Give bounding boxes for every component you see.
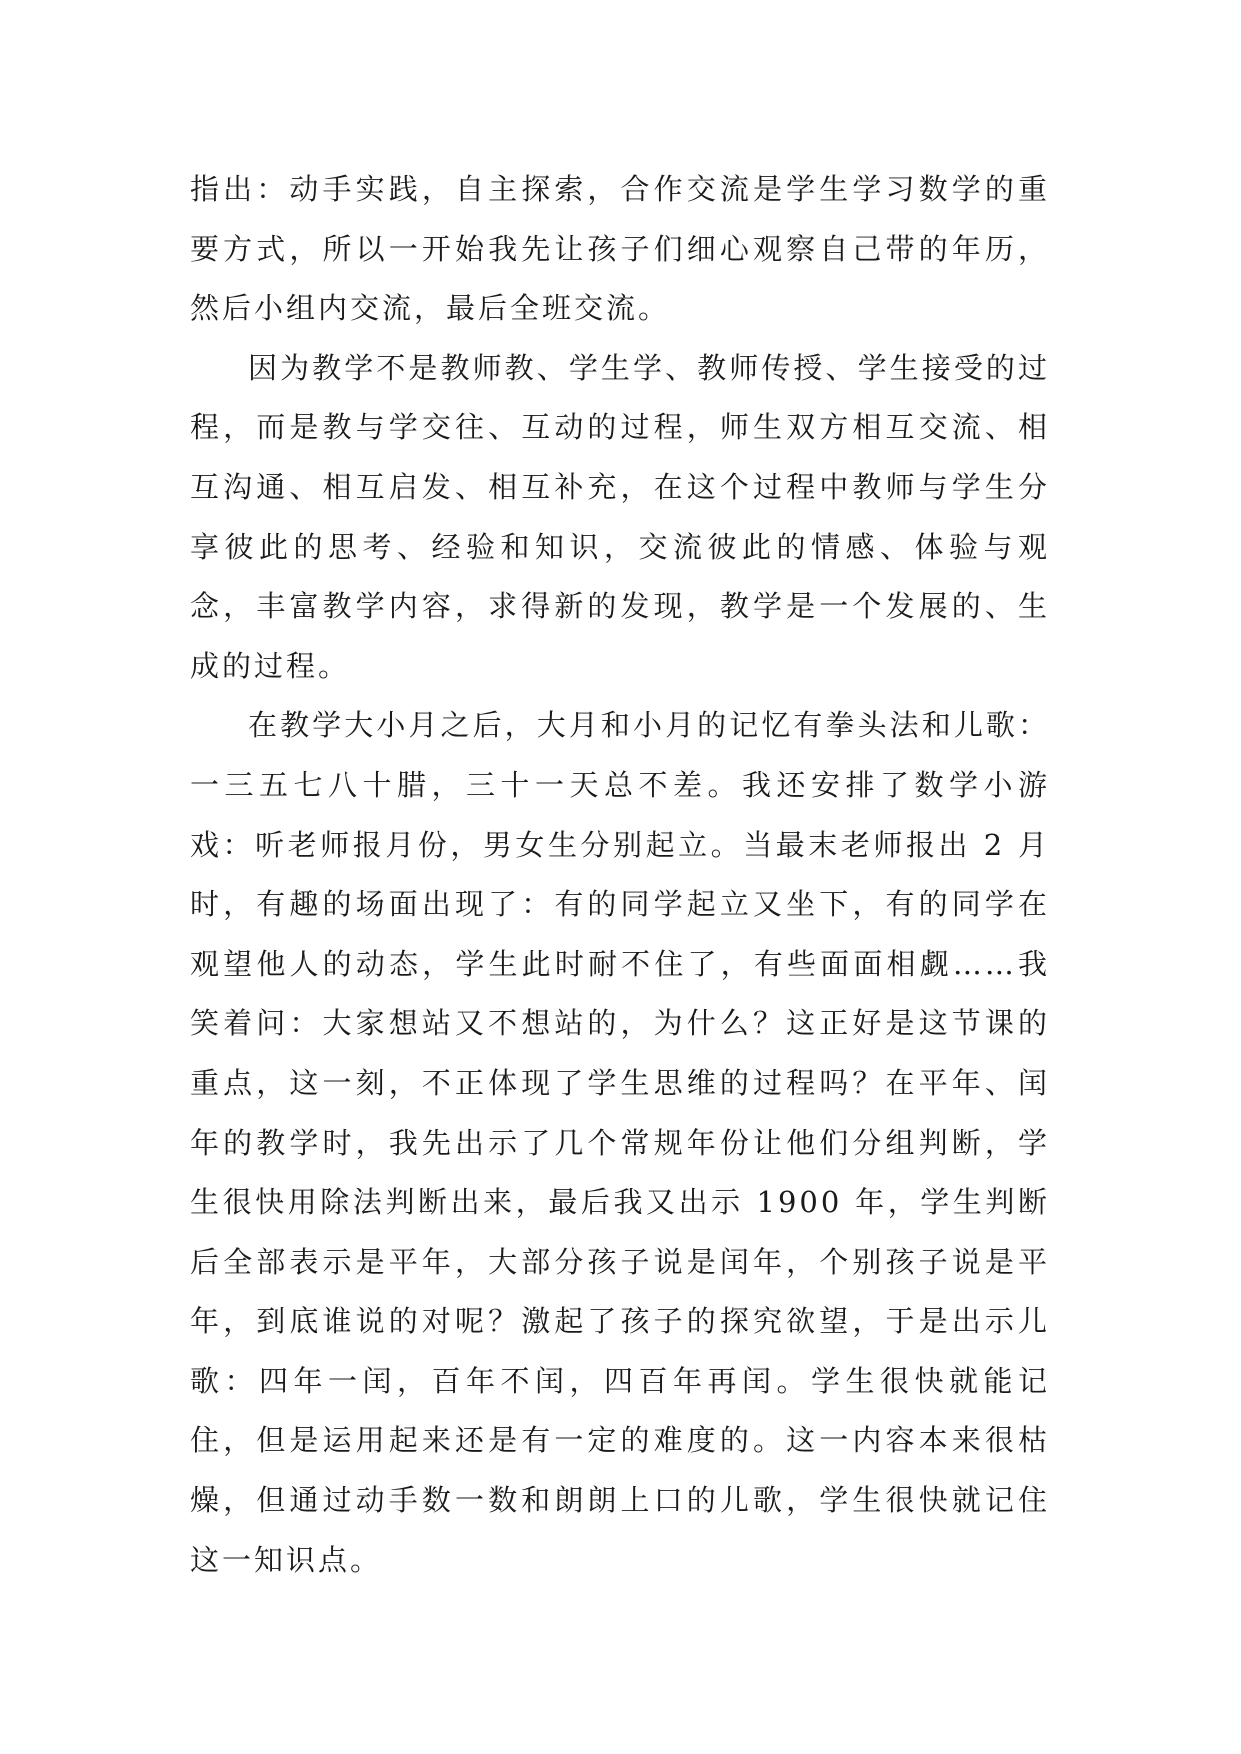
paragraph-teaching-philosophy: 因为教学不是教师教、学生学、教师传授、学生接受的过程，而是教与学交往、互动的过程，师生双方相互交流、相互沟通、相互启发、相互补充，在这个过程中教师与学生分享彼此的思考、经验和知识，交流彼此的情感、体验与观念，丰富教学内容，求得新的发现，教学是一个发展的、生成的过程。: [190, 350, 1050, 683]
paragraph-teaching-example: 在教学大小月之后，大月和小月的记忆有拳头法和儿歌：一三五七八十腊，三十一天总不差。我还安排了数学小游戏：听老师报月份，男女生分别起立。当最末老师报出 2 月时，有趣的场面出现了：有的同学起立又坐下，有的同学在观望他人的动态，学生此时耐不住了，有些面面相觑……我笑着问：大家想站又不想站的，为什么？这正好是这节课的重点，这一刻，不正体现了学生思维的过程吗？在平年、闰年的教学时，我先出示了几个常规年份让他们分组判断，学生很快用除法判断出来，最后我又出示 1900 年，学生判断后全部表示是平年，大部分孩子说是闰年，个别孩子说是平年，到底谁说的对呢？激起了孩子的探究欲望，于是出示儿歌：四年一闰，百年不闰，四百年再闰。学生很快就能记住，但是运用起来还是有一定的难度的。这一内容本来很枯燥，但通过动手数一数和朗朗上口的儿歌，学生很快就记住这一知识点。: [190, 708, 1050, 1577]
document-body: [190, 160, 1050, 1590]
paragraph-intro: 指出：动手实践，自主探索，合作交流是学生学习数学的重要方式，所以一开始我先让孩子们细心观察自己带的年历，然后小组内交流，最后全班交流。: [190, 172, 1050, 326]
